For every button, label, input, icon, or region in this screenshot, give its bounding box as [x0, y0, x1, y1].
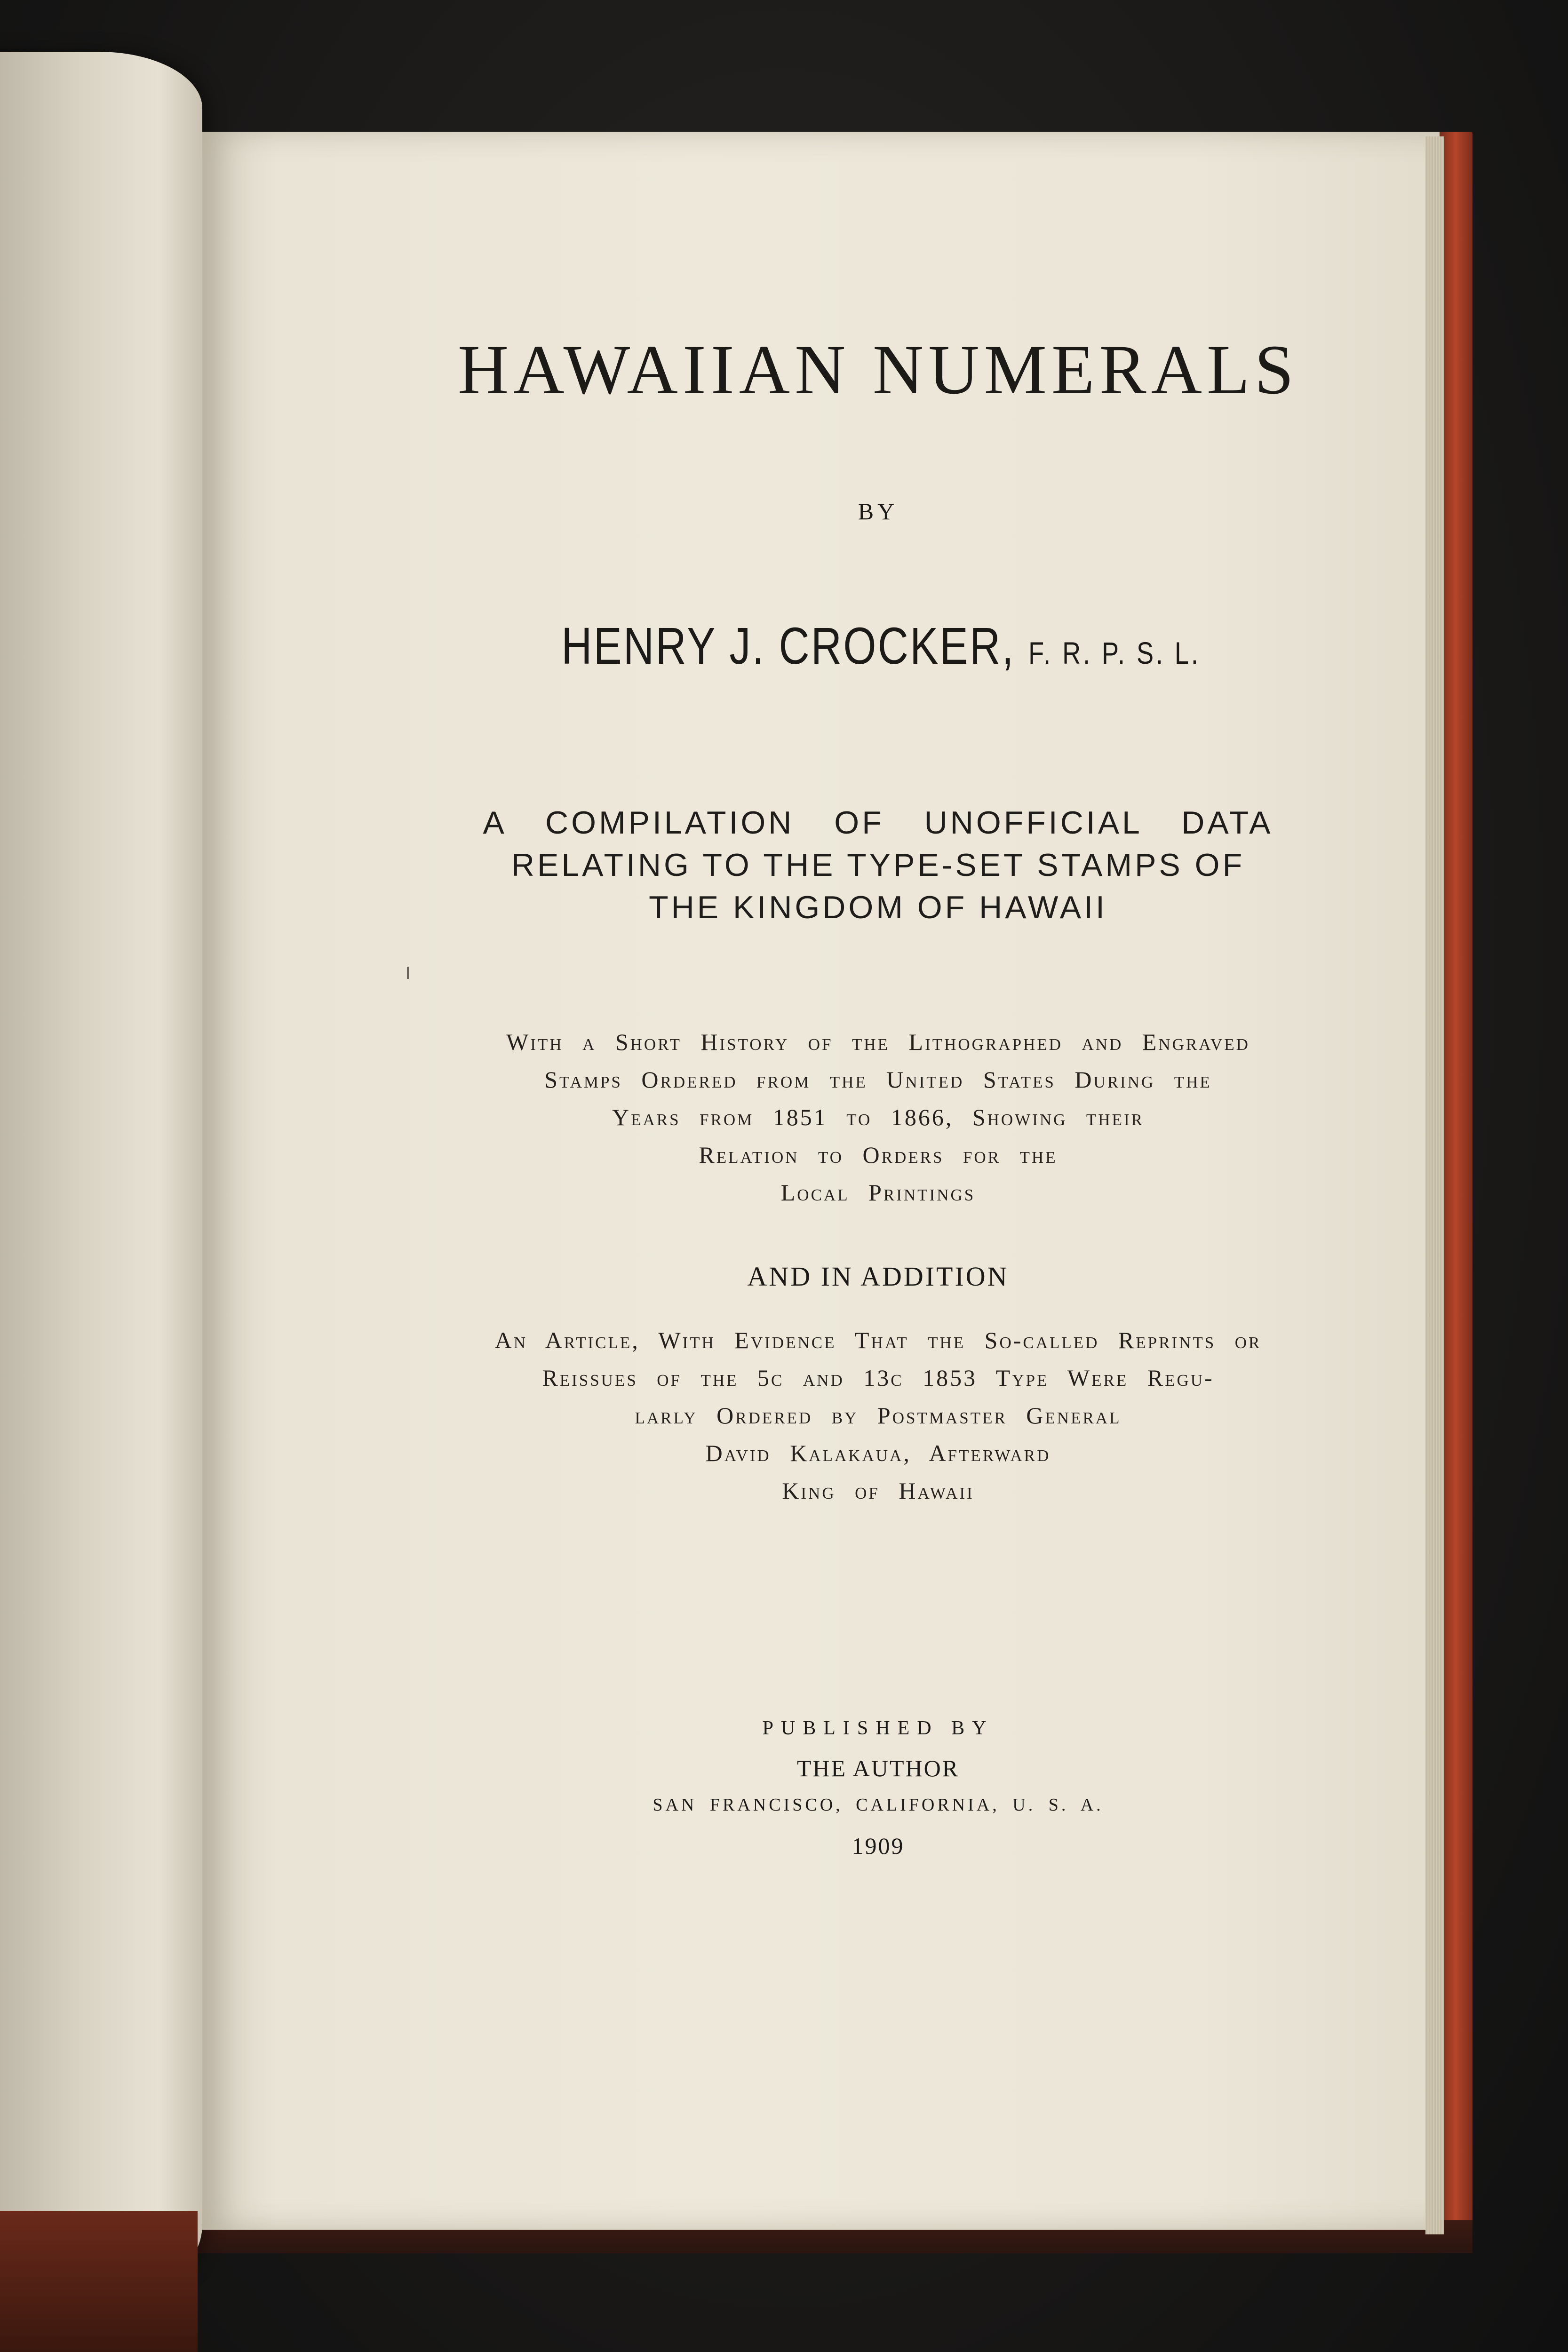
- subtitle-line-3: THE KINGDOM OF HAWAII: [649, 890, 1107, 925]
- history-line-5: Local Printings: [780, 1179, 976, 1206]
- history-line-4: Relation to Orders for the: [699, 1142, 1058, 1168]
- article-line-3: larly Ordered by Postmaster General: [635, 1402, 1122, 1429]
- article-line-4: David Kalakaua, Afterward: [705, 1440, 1051, 1466]
- paper-mark: [407, 967, 409, 979]
- history-line-3: Years from 1851 to 1866, Showing their: [612, 1104, 1144, 1130]
- subtitle-line-2: RELATING TO THE TYPE-SET STAMPS OF: [511, 847, 1245, 883]
- subtitle-line-1: A COMPILATION OF UNOFFICIAL DATA: [483, 805, 1274, 841]
- history-line-1: With a Short History of the Lithographed and Engraved: [506, 1029, 1250, 1055]
- and-in-addition: AND IN ADDITION: [747, 1261, 1009, 1292]
- author-name: HENRY J. CROCKER,: [561, 617, 1015, 675]
- article-line-2: Reissues of the 5c and 13c 1853 Type Were Regu-: [542, 1365, 1214, 1391]
- published-by-label: PUBLISHED BY: [762, 1717, 994, 1739]
- publication-year: 1909: [852, 1833, 905, 1859]
- publisher: THE AUTHOR: [796, 1755, 960, 1781]
- by-label: BY: [858, 498, 899, 524]
- publication-place: SAN FRANCISCO, CALIFORNIA, U. S. A.: [653, 1795, 1104, 1815]
- history-line-2: Stamps Ordered from the United States During the: [544, 1066, 1212, 1093]
- book-title: HAWAIIAN NUMERALS: [457, 331, 1299, 409]
- article-line-5: King of Hawaii: [782, 1478, 974, 1504]
- left-cover-corner: [0, 2211, 198, 2352]
- author-credentials: F. R. P. S. L.: [1028, 636, 1201, 670]
- article-line-1: An Article, With Evidence That the So-called Reprints or: [494, 1327, 1262, 1353]
- author-line: [161, 616, 1524, 676]
